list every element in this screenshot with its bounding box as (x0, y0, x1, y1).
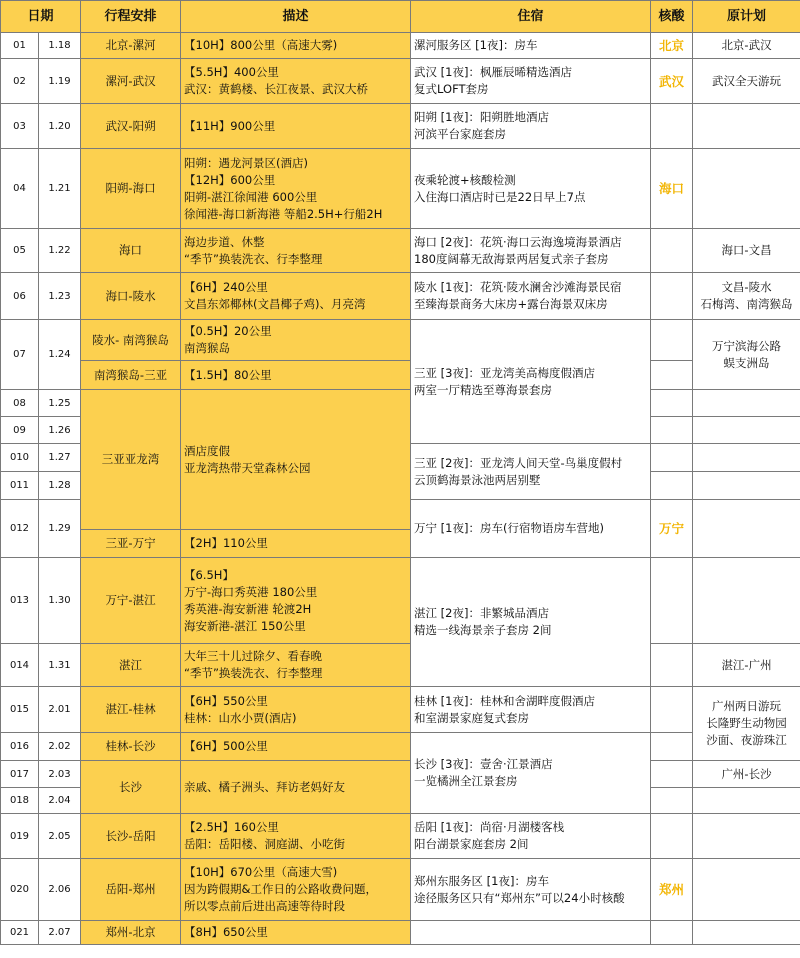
table-row (1, 733, 800, 761)
day-number: 07 (1, 320, 39, 390)
desc-line: 【2.5H】160公里 (184, 820, 279, 834)
lodging (411, 320, 651, 444)
stay-line: 一览橘洲全江景套房 (414, 774, 518, 788)
header-nucleic: 核酸 (651, 1, 693, 33)
nucleic-city (651, 320, 693, 361)
nucleic-city: 万宁 (651, 500, 693, 558)
lodging (411, 921, 651, 945)
route: 长沙 (81, 761, 181, 814)
nucleic-city (651, 229, 693, 273)
orig-line: 北京-武汉 (721, 38, 772, 52)
desc-line: 海安新港-湛江 150公里 (184, 618, 306, 633)
route: 漯河-武汉 (81, 59, 181, 104)
stay-line: 精选一线海景亲子套房 2间 (414, 623, 552, 637)
route: 阳朔-海口 (81, 149, 181, 229)
desc-line: 【10H】800公里（高速大雾) (184, 38, 338, 52)
route: 郑州-北京 (81, 921, 181, 945)
table-row (1, 149, 800, 229)
lodging (411, 33, 651, 59)
day-number: 016 (1, 733, 39, 761)
table-row (1, 761, 800, 788)
day-date: 2.05 (39, 814, 81, 859)
desc-line: 武汉：黄鹤楼、长江夜景、武汉大桥 (184, 82, 369, 96)
header-date: 日期 (1, 1, 81, 33)
desc-line: 【10H】670公里（高速大雪) (184, 865, 338, 879)
nucleic-city (651, 361, 693, 390)
description (181, 558, 411, 644)
stay-line: 180度阔幕无敌海景两居复式亲子套房 (414, 251, 609, 266)
orig-line: 蜈支洲岛 (723, 355, 770, 370)
stay-line: 武汉 [1夜]：枫雁辰晞精选酒店 (414, 65, 572, 79)
description (181, 59, 411, 104)
day-date: 1.20 (39, 104, 81, 149)
nucleic-city (651, 390, 693, 417)
desc-line: 【1.5H】80公里 (184, 367, 272, 382)
day-number: 012 (1, 500, 39, 558)
route: 三亚-万宁 (81, 530, 181, 558)
day-date: 2.03 (39, 761, 81, 788)
original-plan (693, 104, 800, 149)
day-number: 09 (1, 417, 39, 444)
description (181, 733, 411, 761)
desc-line: 【6H】500公里 (184, 739, 268, 753)
original-plan (693, 500, 800, 558)
description (181, 761, 411, 814)
orig-line: 文昌-陵水 (721, 280, 772, 294)
lodging (411, 859, 651, 921)
original-plan (693, 859, 800, 921)
orig-line: 湛江-广州 (721, 657, 772, 672)
table-row (1, 33, 800, 59)
day-number: 03 (1, 104, 39, 149)
day-number: 06 (1, 273, 39, 320)
route: 长沙-岳阳 (81, 814, 181, 859)
original-plan (693, 390, 800, 417)
stay-line: 河滨平台家庭套房 (414, 127, 507, 141)
description (181, 273, 411, 320)
orig-line: 长隆野生动物园 (706, 716, 787, 730)
desc-line: 岳阳：岳阳楼、洞庭湖、小吃街 (184, 837, 346, 851)
nucleic-city (651, 104, 693, 149)
nucleic-city (651, 444, 693, 472)
day-date: 2.07 (39, 921, 81, 945)
day-number: 017 (1, 761, 39, 788)
desc-line: 海边步道、休整 (184, 234, 265, 249)
lodging (411, 558, 651, 687)
desc-line: “季节”换装洗衣、行李整理 (184, 251, 323, 266)
day-number: 011 (1, 472, 39, 500)
table-row (1, 687, 800, 733)
day-date: 1.24 (39, 320, 81, 390)
desc-line: 【11H】900公里 (184, 118, 276, 133)
route: 桂林-长沙 (81, 733, 181, 761)
table-row (1, 921, 800, 945)
nucleic-city (651, 921, 693, 945)
original-plan (693, 788, 800, 814)
original-plan (693, 417, 800, 444)
nucleic-city (651, 761, 693, 788)
table-row (1, 104, 800, 149)
stay-line: 夜乘轮渡+核酸检测 (414, 172, 516, 187)
day-date: 2.06 (39, 859, 81, 921)
stay-line: 湛江 [2夜]：非繁城品酒店 (414, 606, 549, 620)
stay-line: 岳阳 [1夜]：尚宿·月湖楼客栈 (414, 820, 565, 834)
nucleic-city: 北京 (651, 33, 693, 59)
route: 海口 (81, 229, 181, 273)
stay-line: 桂林 [1夜]：桂林和舍湖畔度假酒店 (414, 693, 595, 708)
day-date: 2.02 (39, 733, 81, 761)
original-plan (693, 149, 800, 229)
day-date: 1.26 (39, 417, 81, 444)
stay-line: 漯河服务区 [1夜]：房车 (414, 38, 538, 52)
desc-line: 因为跨假期&工作日的公路收费问题， (184, 882, 377, 896)
route: 湛江 (81, 644, 181, 687)
orig-line: 海口-文昌 (721, 243, 772, 257)
day-date: 1.25 (39, 390, 81, 417)
description (181, 149, 411, 229)
desc-line: 亲戚、橘子洲头、拜访老妈好友 (184, 779, 346, 794)
original-plan (693, 921, 800, 945)
day-date: 1.21 (39, 149, 81, 229)
desc-line: 所以零点前后进出高速等待时段 (184, 899, 346, 913)
stay-line: 复式LOFT套房 (414, 82, 489, 96)
day-number: 021 (1, 921, 39, 945)
day-date: 1.28 (39, 472, 81, 500)
description (181, 687, 411, 733)
description (181, 104, 411, 149)
description (181, 320, 411, 361)
route: 岳阳-郑州 (81, 859, 181, 921)
route: 万宁-湛江 (81, 558, 181, 644)
original-plan (693, 687, 800, 761)
desc-line: 阳朔：遇龙河景区(酒店) (184, 155, 308, 170)
original-plan (693, 320, 800, 390)
desc-line: 亚龙湾热带天堂森林公园 (184, 460, 311, 475)
table-row (1, 59, 800, 104)
day-date: 1.23 (39, 273, 81, 320)
lodging (411, 814, 651, 859)
stay-line: 长沙 [3夜]：壹舍·江景酒店 (414, 757, 553, 771)
lodging (411, 444, 651, 500)
desc-line: 【0.5H】20公里 (184, 324, 272, 338)
stay-line: 三亚 [3夜]：亚龙湾美高梅度假酒店 (414, 365, 595, 380)
desc-line: 【12H】600公里 (184, 172, 276, 187)
stay-line: 海口 [2夜]：花筑·海口云海逸境海景酒店 (414, 234, 622, 249)
day-date: 1.19 (39, 59, 81, 104)
table-row (1, 229, 800, 273)
description (181, 859, 411, 921)
day-number: 05 (1, 229, 39, 273)
day-number: 020 (1, 859, 39, 921)
route: 南湾猴岛-三亚 (81, 361, 181, 390)
stay-line: 阳朔 [1夜]：阳朔胜地酒店 (414, 110, 549, 124)
description (181, 530, 411, 558)
nucleic-city (651, 644, 693, 687)
lodging (411, 104, 651, 149)
description (181, 814, 411, 859)
stay-line: 两室一厅精选至尊海景套房 (414, 382, 553, 397)
table-row (1, 859, 800, 921)
stay-line: 郑州东服务区 [1夜]：房车 (414, 873, 549, 888)
day-number: 019 (1, 814, 39, 859)
description (181, 921, 411, 945)
day-number: 02 (1, 59, 39, 104)
description (181, 33, 411, 59)
day-number: 018 (1, 788, 39, 814)
desc-line: 【8H】650公里 (184, 925, 268, 939)
day-date: 1.30 (39, 558, 81, 644)
orig-line: 广州-长沙 (721, 766, 772, 781)
desc-line: 酒店度假 (184, 443, 231, 458)
day-date: 1.22 (39, 229, 81, 273)
orig-line: 广州两日游玩 (712, 699, 782, 713)
day-number: 013 (1, 558, 39, 644)
header-desc: 描述 (181, 1, 411, 33)
original-plan (693, 229, 800, 273)
original-plan (693, 761, 800, 788)
desc-line: 文昌东郊椰林(文昌椰子鸡)、月亮湾 (184, 297, 366, 311)
nucleic-city (651, 788, 693, 814)
day-number: 04 (1, 149, 39, 229)
desc-line: 【5.5H】400公里 (184, 65, 279, 79)
route: 海口-陵水 (81, 273, 181, 320)
stay-line: 至臻海景商务大床房+露台海景双床房 (414, 297, 608, 311)
nucleic-city: 海口 (651, 149, 693, 229)
lodging (411, 59, 651, 104)
description (181, 390, 411, 530)
route: 武汉-阳朔 (81, 104, 181, 149)
day-number: 014 (1, 644, 39, 687)
route: 三亚亚龙湾 (81, 390, 181, 530)
nucleic-city: 郑州 (651, 859, 693, 921)
lodging (411, 500, 651, 558)
orig-line: 万宁滨海公路 (712, 338, 782, 353)
lodging (411, 273, 651, 320)
original-plan (693, 33, 800, 59)
nucleic-city (651, 417, 693, 444)
lodging (411, 149, 651, 229)
table-row (1, 320, 800, 361)
desc-line: 南湾猴岛 (184, 341, 231, 355)
day-date: 1.18 (39, 33, 81, 59)
original-plan (693, 644, 800, 687)
route: 陵水- 南湾猴岛 (81, 320, 181, 361)
stay-line: 入住海口酒店时已是22日早上7点 (414, 189, 586, 204)
desc-line: “季节”换装洗衣、行李整理 (184, 666, 323, 680)
desc-line: 【6H】550公里 (184, 693, 268, 708)
nucleic-city (651, 733, 693, 761)
desc-line: 徐闻港-海口新海港 等船2.5H+行船2H (184, 206, 383, 221)
nucleic-city (651, 814, 693, 859)
table-row (1, 558, 800, 644)
desc-line: 阳朔-湛江徐闻港 600公里 (184, 189, 318, 204)
description (181, 229, 411, 273)
nucleic-city (651, 558, 693, 644)
stay-line: 三亚 [2夜]：亚龙湾人间天堂-鸟巢度假村 (414, 455, 623, 470)
day-number: 015 (1, 687, 39, 733)
day-date: 1.27 (39, 444, 81, 472)
original-plan (693, 814, 800, 859)
day-number: 010 (1, 444, 39, 472)
lodging (411, 229, 651, 273)
desc-line: 【2H】110公里 (184, 536, 268, 550)
table-row (1, 814, 800, 859)
original-plan (693, 444, 800, 472)
day-date: 1.31 (39, 644, 81, 687)
header-original: 原计划 (693, 1, 800, 33)
route: 北京-漯河 (81, 33, 181, 59)
desc-line: 桂林：山水小贾(酒店) (184, 710, 297, 725)
nucleic-city (651, 273, 693, 320)
table-row (1, 644, 800, 687)
stay-line: 和室湖景家庭复式套房 (414, 710, 530, 725)
stay-line: 陵水 [1夜]：花筑·陵水澜舍沙滩海景民宿 (414, 280, 622, 294)
nucleic-city (651, 687, 693, 733)
orig-line: 武汉全天游玩 (712, 73, 782, 88)
day-date: 1.29 (39, 500, 81, 558)
day-number: 01 (1, 33, 39, 59)
day-date: 2.01 (39, 687, 81, 733)
nucleic-city: 武汉 (651, 59, 693, 104)
header-stay: 住宿 (411, 1, 651, 33)
header-route: 行程安排 (81, 1, 181, 33)
original-plan (693, 59, 800, 104)
orig-line: 石梅湾、南湾猴岛 (700, 297, 793, 311)
original-plan (693, 472, 800, 500)
desc-line: 大年三十儿过除夕、看春晚 (184, 649, 323, 663)
route: 湛江-桂林 (81, 687, 181, 733)
stay-line: 途径服务区只有“郑州东”可以24小时核酸 (414, 890, 625, 905)
description (181, 361, 411, 390)
table-row (1, 273, 800, 320)
nucleic-city (651, 472, 693, 500)
desc-line: 秀英港-海安新港 轮渡2H (184, 601, 312, 616)
stay-line: 云顶鹤海景泳池两居别墅 (414, 472, 541, 487)
day-date: 2.04 (39, 788, 81, 814)
original-plan (693, 558, 800, 644)
original-plan (693, 273, 800, 320)
day-number: 08 (1, 390, 39, 417)
stay-line: 万宁 [1夜]：房车(行宿物语房车营地) (414, 521, 604, 535)
desc-line: 【6.5H】 (184, 567, 234, 582)
lodging (411, 687, 651, 733)
desc-line: 万宁-海口秀英港 180公里 (184, 584, 318, 599)
description (181, 644, 411, 687)
lodging (411, 733, 651, 814)
desc-line: 【6H】240公里 (184, 280, 268, 294)
stay-line: 阳台湖景家庭套房 2间 (414, 837, 529, 851)
header-row (1, 1, 800, 33)
table-row (1, 390, 800, 417)
orig-line: 沙面、夜游珠江 (706, 733, 787, 747)
table-row (1, 361, 800, 390)
